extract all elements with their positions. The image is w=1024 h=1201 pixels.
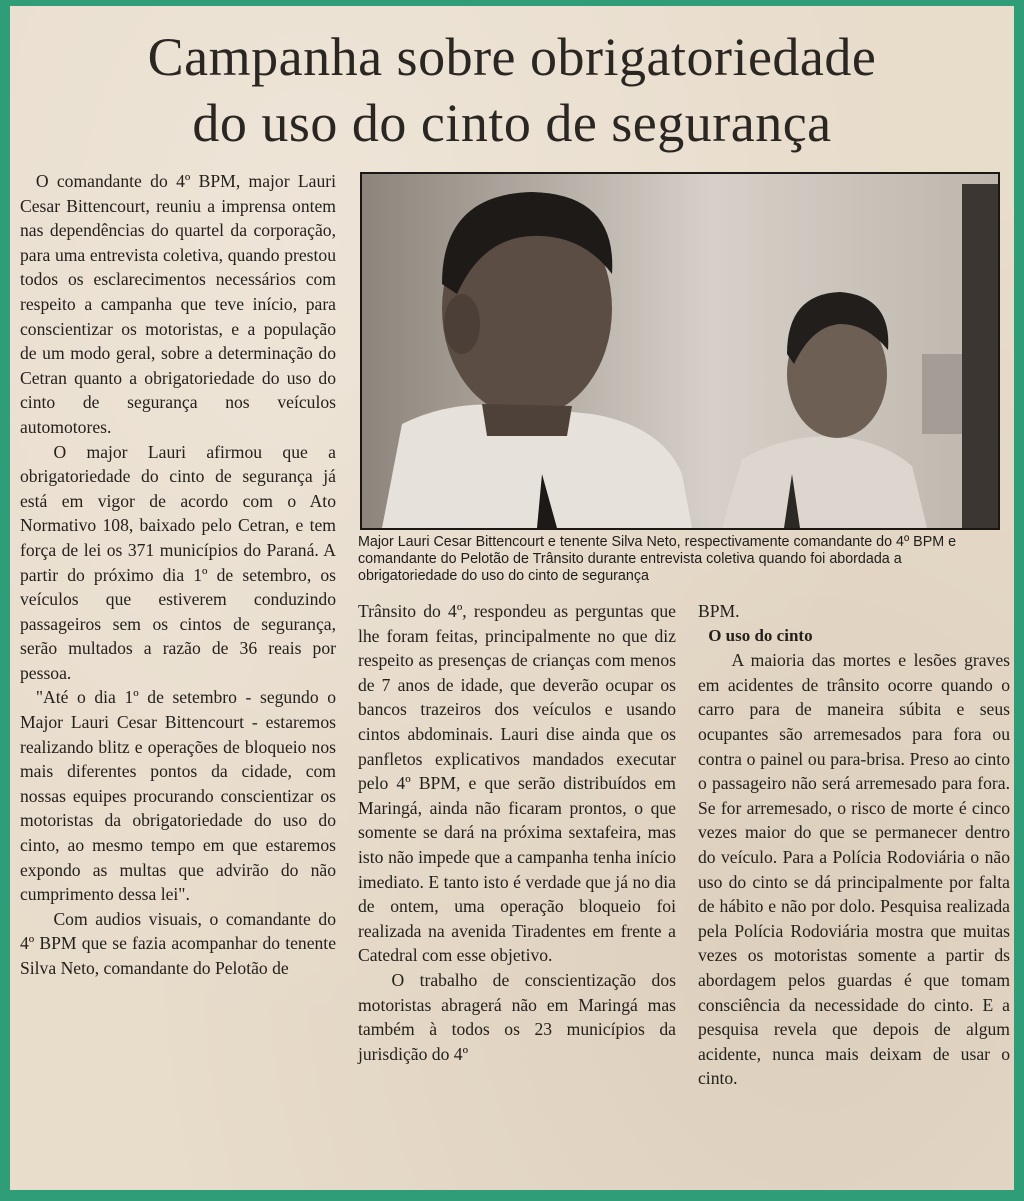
- paragraph: Com audios visuais, o comandante do 4º BPM que se fazia acompanhar do tenente Silva Neto, comandante do Pelotão de: [20, 908, 336, 978]
- paragraph: Trânsito do 4º, respondeu as perguntas que lhe foram feitas, principalmente no que diz respeito as presenças de crianças com menos de 7 anos de idade, que deverão ocupar os bancos trazeiros dos veículos e usando cintos abdominais. Lauri dise ainda que os panfletos explicativos mandados executar pelo 4º BPM, e que serão distribuídos em Maringá, ainda não ficaram prontos, o que somente se dará na próxima sextafeira, mas isto não impede que a campanha tenha início imediato. E tanto isto é verdade que já no dia de ontem, uma operação bloqueio foi realizada na avenida Tiradentes em frente a Catedral com esse objetivo.: [358, 601, 676, 966]
- article-headline: [10, 24, 1014, 156]
- paragraph: A maioria das mortes e lesões graves em acidentes de trânsito ocorre quando o carro para de maneira súbita e seus ocupantes são arremesados para fora ou contra o painel ou para-brisa. Preso ao cinto o passageiro não será arremesado para fora. Se for arremesado, o risco de morte é cinco vezes maior do que se permanecer dentro do veículo. Para a Polícia Rodoviária o não uso do cinto se dá principalmente por falta de hábito e não por dolo. Pesquisa realizada pela Polícia Rodoviária mostra que muitas vezes os motoristas somente a partir ds abordagem pelos guardas é que tomam consciência da necessidade do cinto. E a pesquisa revela que depois de algum acidente, nunca mais deixam de usar o cinto.: [698, 650, 1010, 1089]
- paragraph: "Até o dia 1º de setembro - segundo o Major Lauri Cesar Bittencourt - estaremos realizando blitz e operações de bloqueio nos mais diferentes pontos da cidade, com nossas equipes procurando conscientizar os motoristas da obrigatoriedade do uso do cinto, ao mesmo tempo em que estaremos expondo as multas que advirão do não cumprimento dessa lei".: [20, 687, 336, 905]
- headline-line-2: do uso do cinto de segurança: [192, 93, 832, 153]
- article-column-1: [20, 169, 336, 981]
- article-column-3: [698, 599, 1010, 1091]
- article-column-2: [358, 599, 676, 1066]
- photo-caption: Major Lauri Cesar Bittencourt e tenente Silva Neto, respectivamente comandante do 4º BPM e comandante do Pelotão de Trânsito durante entrevista coletiva quando foi abordada a obrigatoriedade do uso do cinto de segurança: [358, 534, 957, 585]
- paragraph: BPM.: [698, 601, 740, 621]
- paragraph: O comandante do 4º BPM, major Lauri Cesar Bittencourt, reuniu a imprensa ontem nas dependências do quartel da corporação, para uma entrevista coletiva, quando prestou todos os esclarecimentos necessários com respeito a campanha que teve início, para conscientizar os motoristas, e a população de um modo geral, sobre a determinação do Cetran quanto a obrigatoriedade do uso do cinto de segurança nos veículos automotores.: [20, 171, 336, 437]
- newspaper-clipping: [10, 6, 1014, 1190]
- article-photo: [360, 172, 1000, 530]
- headline-line-1: Campanha sobre obrigatoriedade: [147, 27, 877, 87]
- section-subhead: O uso do cinto: [708, 625, 813, 645]
- paragraph: O trabalho de conscientização dos motoristas abragerá não em Maringá mas também à todos os 23 municípios da jurisdição do 4º: [358, 969, 676, 1064]
- paragraph: O major Lauri afirmou que a obrigatoriedade do cinto de segurança já está em vigor de acordo com o Ato Normativo 108, baixado pelo Cetran, e tem força de lei os 371 municípios do Paraná. A partir do próximo dia 1º de setembro, os veículos que estiverem conduzindo passageiros sem os cintos de segurança, serão multados a razão de 36 reais por pessoa.: [20, 441, 336, 683]
